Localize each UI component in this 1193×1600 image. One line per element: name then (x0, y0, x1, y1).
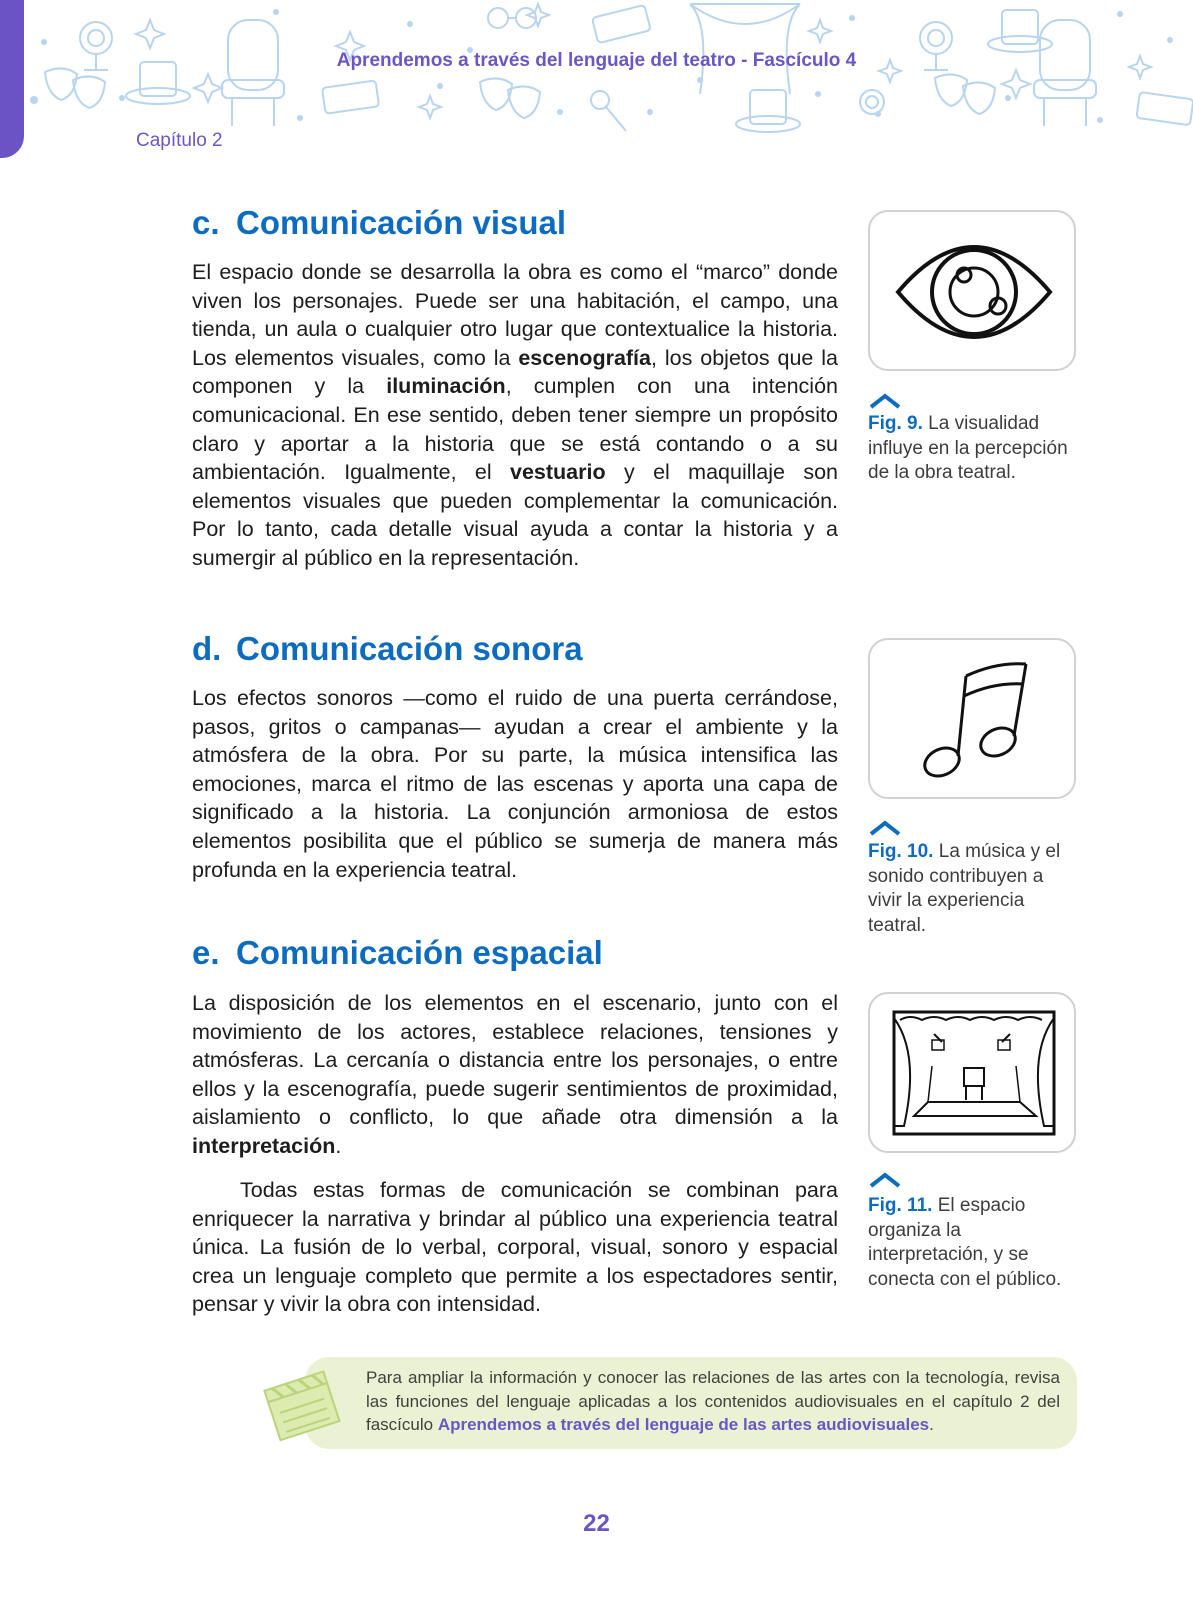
paragraph-text: Los efectos sonoros —como el ruido de una puerta cerrándose, pasos, gritos o campanas— ayudan a crear el ambiente y la atmósfera de la obra. Por su parte, la música intensifica las emociones, marca el ritmo de las escenas y aporta una capa de significado a la historia. La conjunción armoniosa de estos elementos posibilita que el público se sumerja de manera más profunda en la experiencia teatral. (192, 686, 838, 882)
throne-icon (222, 20, 284, 126)
section-letter: c. (192, 204, 220, 241)
figure-caption-text: El espacio organiza la interpretación, y se conecta con el público. (868, 1195, 1062, 1290)
bold-term: interpretación (192, 1133, 336, 1158)
theater-masks-icon (45, 68, 105, 108)
note-end: . (929, 1415, 934, 1435)
section-paragraph-spatial (192, 989, 838, 1161)
chapter-edge-tab (0, 0, 24, 158)
section-title-sound (192, 630, 583, 668)
figure-10-caption (868, 840, 1080, 938)
paragraph-text: y el maquillaje son elementos visuales que pueden complementar la comunicación. Por lo tanto, cada detalle visual ayuda a contar la historia y a sumergir al público en la representación. (192, 460, 838, 570)
section-letter: e. (192, 934, 220, 971)
paragraph-text: , los objetos que la componen y la (192, 345, 839, 399)
ticket-icon (592, 5, 651, 43)
chevron-up-icon (868, 820, 902, 836)
throne-icon (1034, 20, 1096, 126)
paragraph-text: . (335, 1133, 342, 1158)
section-paragraph-visual (192, 258, 838, 573)
section-title-spatial (192, 934, 603, 972)
book-header-title: Aprendemos a través del lenguaje del teatro - Fascículo 4 (336, 50, 857, 71)
paragraph-text: , cumplen con una intención comunicacional. En ese sentido, deben tener siempre un propósito claro y aportar a la historia que se está contando o a su ambientación. Igualmente, el (192, 374, 838, 485)
chapter-label: Capítulo 2 (136, 130, 223, 151)
paragraph-text: El espacio donde se desarrolla la obra es como el “marco” donde viven los personajes. Puede ser una habitación, el campo, una tienda, un aula o cualquier otro lugar que contextualice la historia. Los elementos visuales, como la (192, 260, 838, 370)
closing-paragraph: Todas estas formas de comunicación se combinan para enriquecer la narrativa y brindar al público una experiencia teatral única. La fusión de lo verbal, corporal, visual, sonoro y espacial crea un lenguaje completo que permite a los espectadores sentir, pensar y vivir la obra con intensidad. (192, 1178, 838, 1317)
theater-masks-icon (480, 78, 540, 118)
chevron-up-icon (868, 1172, 902, 1188)
clapperboard-icon (260, 1362, 342, 1444)
theater-masks-icon (935, 74, 995, 114)
microphone-icon (591, 91, 626, 131)
curtain-icon (690, 4, 800, 94)
figure-9-caption (868, 412, 1080, 486)
info-note-text (366, 1366, 1060, 1437)
ticket-icon (1136, 92, 1193, 125)
figure-9-frame (868, 210, 1076, 371)
figure-10-frame (868, 638, 1076, 799)
figure-number: Fig. 10. (868, 841, 934, 862)
section-heading: Comunicación espacial (236, 934, 603, 971)
bold-term: escenografía (518, 345, 651, 370)
figure-number: Fig. 9. (868, 413, 923, 434)
section-title-visual (192, 204, 566, 242)
bold-term: iluminación (386, 374, 506, 399)
top-hat-icon (736, 90, 800, 132)
figure-caption-text: La música y el sonido contribuyen a vivir la experiencia teatral. (868, 841, 1061, 936)
section-letter: d. (192, 630, 222, 667)
section-heading: Comunicación sonora (236, 630, 583, 667)
section-paragraph-sound (192, 684, 838, 884)
bold-term: vestuario (510, 460, 606, 485)
eye-icon (870, 212, 1078, 373)
note-body: Para ampliar la información y conocer las relaciones de las artes con la tecnología, revisa las funciones del lenguaje aplicadas a los contenidos audiovisuales en el capítulo 2 del fascículo (366, 1368, 1060, 1435)
figure-caption-text: La visualidad influye en la percepción de la obra teatral. (868, 413, 1068, 483)
figure-number: Fig. 11. (868, 1195, 933, 1216)
binoculars-icon (488, 8, 536, 28)
figure-11-frame (868, 992, 1076, 1153)
stage-icon (870, 994, 1078, 1155)
ticket-icon (322, 80, 379, 113)
figure-11-caption (868, 1194, 1080, 1292)
paragraph-text: La disposición de los elementos en el escenario, junto con el movimiento de los actores, establece relaciones, tensiones y atmósferas. La cercanía o distancia entre los personajes, o entre ellos y la escenografía, puede sugerir sentimientos de proximidad, aislamiento o conflicto, lo que añade otra dimensión a la (192, 991, 838, 1130)
mirror-icon (860, 90, 884, 114)
note-book-title[interactable]: Aprendemos a través del lenguaje de las artes audiovisuales (437, 1415, 930, 1435)
chevron-up-icon (868, 393, 902, 409)
section-heading: Comunicación visual (236, 204, 567, 241)
page-number: 22 (583, 1510, 610, 1537)
music-note-icon (870, 640, 1078, 801)
